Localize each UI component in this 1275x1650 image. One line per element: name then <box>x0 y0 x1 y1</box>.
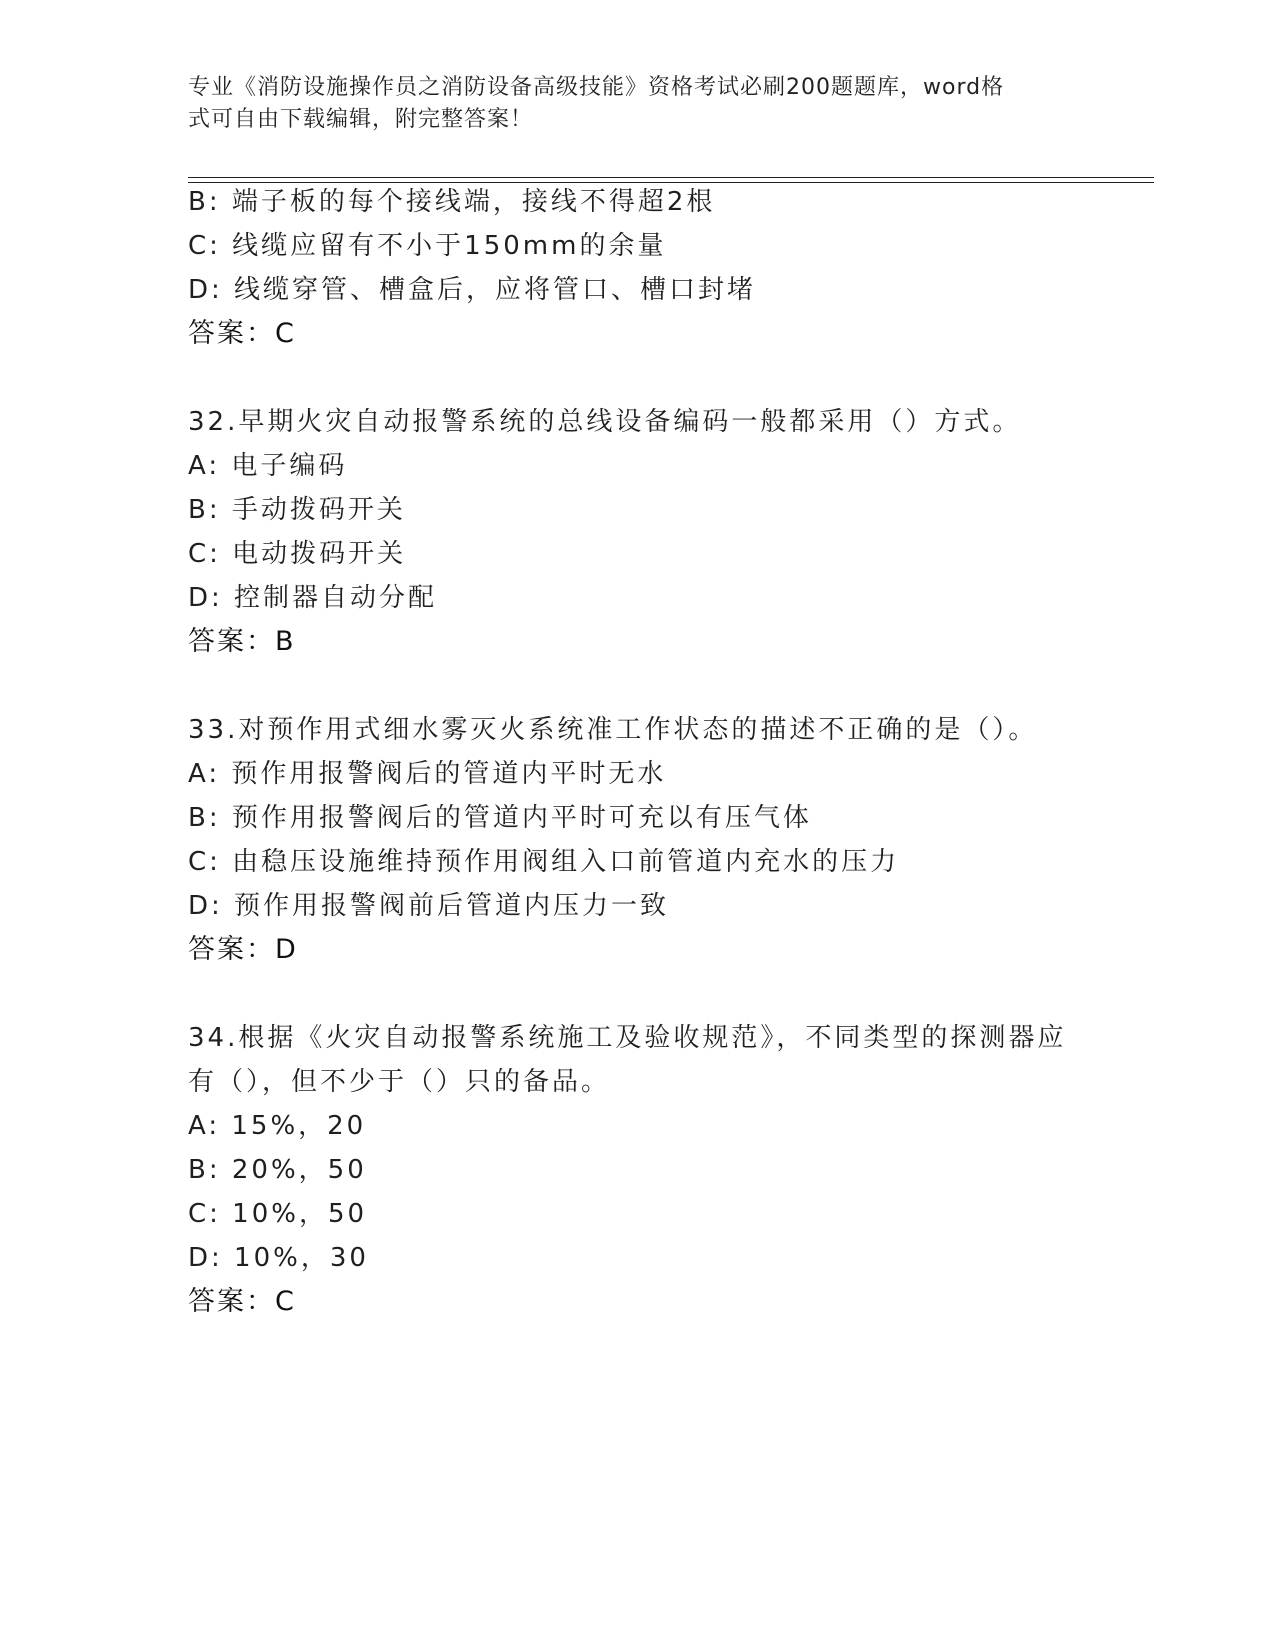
q34-option-b: B: 20%，50 <box>188 1155 367 1185</box>
q32-option-c: C: 电动拨码开关 <box>188 539 407 569</box>
q34-stem-line-2: 有（），但不少于（）只的备品。 <box>188 1067 611 1097</box>
header-divider-top <box>188 177 1154 178</box>
prev-option-b: B: 端子板的每个接线端，接线不得超2根 <box>188 187 716 217</box>
q34-option-c: C: 10%，50 <box>188 1199 368 1229</box>
header-line-1: 专业《消防设施操作员之消防设备高级技能》资格考试必刷200题题库，word格 <box>188 75 1005 100</box>
q33-option-d: D: 预作用报警阀前后管道内压力一致 <box>188 891 670 921</box>
document-header <box>188 72 1068 136</box>
q32-option-d: D: 控制器自动分配 <box>188 583 438 613</box>
header-line-2: 式可自由下载编辑，附完整答案！ <box>188 107 534 132</box>
q34-option-a: A: 15%，20 <box>188 1111 367 1141</box>
q33-option-c: C: 由稳压设施维持预作用阀组入口前管道内充水的压力 <box>188 847 900 877</box>
prev-answer: 答案：C <box>188 318 296 349</box>
header-divider-bottom <box>188 182 1154 183</box>
q33-option-b: B: 预作用报警阀后的管道内平时可充以有压气体 <box>188 803 812 833</box>
q32-stem: 32.早期火灾自动报警系统的总线设备编码一般都采用（）方式。 <box>188 407 1022 437</box>
q33-answer: 答案：D <box>188 934 298 965</box>
q34-answer: 答案：C <box>188 1286 296 1317</box>
prev-option-c: C: 线缆应留有不小于150mm的余量 <box>188 231 667 261</box>
prev-option-d: D: 线缆穿管、槽盒后，应将管口、槽口封堵 <box>188 275 757 305</box>
q33-option-a: A: 预作用报警阀后的管道内平时无水 <box>188 759 667 789</box>
q32-option-b: B: 手动拨码开关 <box>188 495 406 525</box>
q34-stem-line-1: 34.根据《火灾自动报警系统施工及验收规范》，不同类型的探测器应 <box>188 1023 1067 1053</box>
q33-stem: 33.对预作用式细水雾灭火系统准工作状态的描述不正确的是（）。 <box>188 715 1038 745</box>
q34-option-d: D: 10%，30 <box>188 1243 369 1273</box>
q32-option-a: A: 电子编码 <box>188 451 348 481</box>
q32-answer: 答案：B <box>188 626 296 657</box>
